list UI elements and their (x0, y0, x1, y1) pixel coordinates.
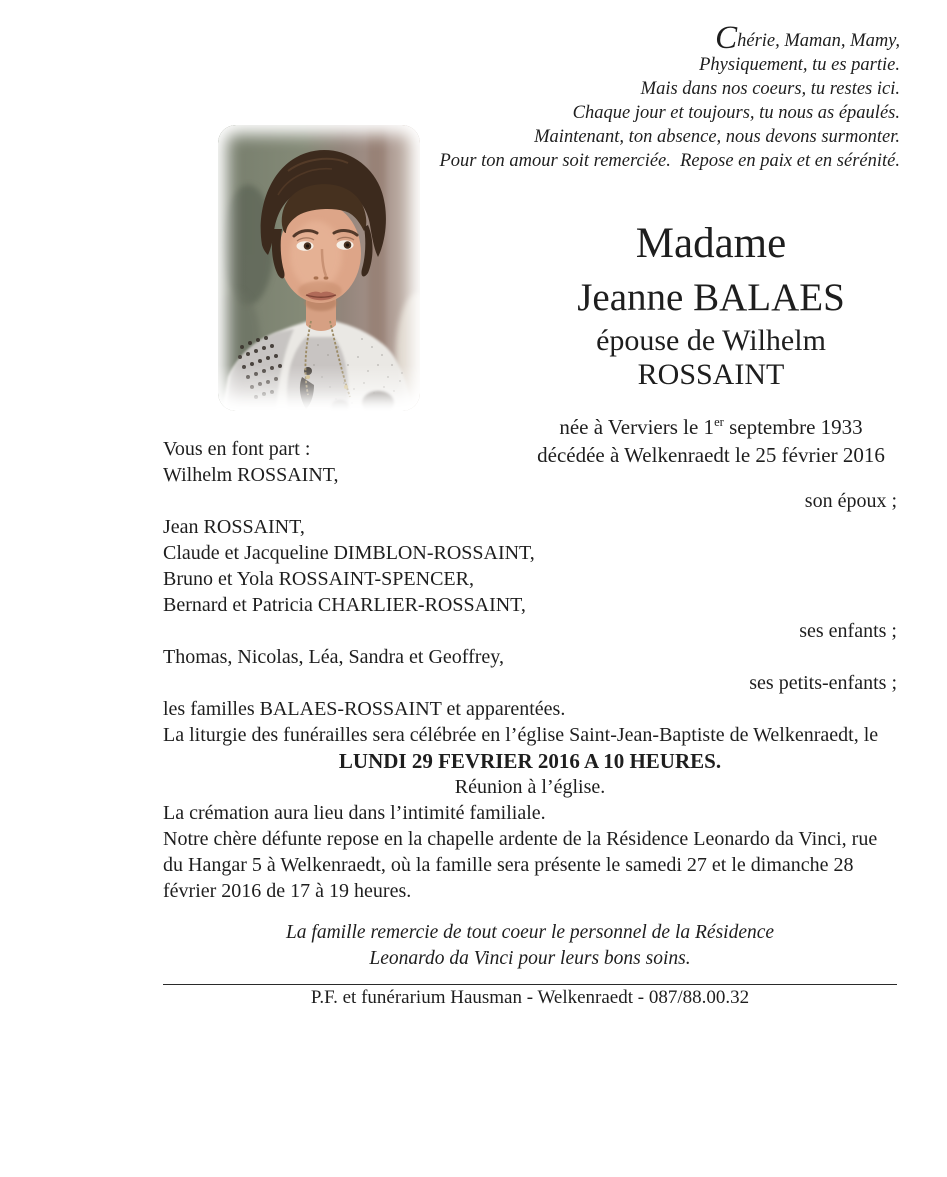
spouse-relation: son époux ; (804, 490, 897, 512)
family-thanks-line: La famille remercie de tout coeur le personnel de la Résidence (285, 922, 775, 943)
poem-line (440, 20, 901, 56)
family-thanks (163, 920, 897, 972)
opening-poem (439, 20, 901, 173)
child-name: Claude et Jacqueline DIMBLON-ROSSAINT, (163, 542, 535, 564)
family-thanks-line: Leonardo da Vinci pour leurs bons soins. (369, 948, 691, 969)
portrait-illustration (218, 125, 420, 411)
grandchildren-names: Thomas, Nicolas, Léa, Sandra et Geoffrey, (163, 646, 504, 668)
announcement-body (163, 436, 897, 1011)
child-name: Bernard et Patricia CHARLIER-ROSSAINT, (163, 594, 526, 616)
funeral-home-line: P.F. et funérarium Hausman - Welkenraedt - 087/88.00.32 (310, 987, 750, 1008)
ordinal-superscript: er (714, 415, 724, 429)
birth-line-text: septembre 1933 (723, 415, 863, 439)
child-name: Bruno et Yola ROSSAINT-SPENCER, (163, 568, 474, 590)
ceremony-date: LUNDI 29 FEVRIER 2016 A 10 HEURES. (338, 749, 722, 773)
liturgy-paragraph: La liturgie des funérailles sera célébrée en l’église Saint-Jean-Baptiste de Welkenraedt, le (163, 724, 879, 746)
poem-line: Mais dans nos coeurs, tu restes ici. (640, 79, 900, 99)
grandchildren-relation: ses petits-enfants ; (749, 672, 897, 694)
announcement-intro: Vous en font part : (163, 438, 311, 460)
families-line: les familles BALAES-ROSSAINT et apparentées. (163, 698, 566, 720)
poem-line-text: hérie, Maman, Mamy, (737, 31, 900, 51)
portrait-photo (218, 125, 420, 411)
poem-line: Pour ton amour soit remerciée. Repose en paix et en sérénité. (439, 151, 900, 171)
deceased-name-block (522, 220, 900, 469)
deceased-name: Jeanne BALAES (577, 276, 845, 319)
spouse-name: Wilhelm ROSSAINT, (163, 464, 339, 486)
poem-line: Physiquement, tu es partie. (699, 55, 900, 75)
birth-line-text: née à Verviers le 1 (559, 415, 715, 439)
deceased-title: Madame (635, 220, 787, 267)
death-line: décédée à Welkenraedt le 25 février 2016 (537, 443, 885, 467)
poem-line: Maintenant, ton absence, nous devons surmonter. (534, 127, 900, 147)
repose-paragraph: Notre chère défunte repose en la chapelle ardente de la Résidence Leonardo da Vinci, rue du Hangar 5 à Welkenraedt, où la famille sera présente le samedi 27 et le dimanche 28 février 2016 de 17 à 19 heures. (163, 828, 878, 902)
church-meeting: Réunion à l’église. (454, 776, 606, 798)
poem-line: Chaque jour et toujours, tu nous as épaulés. (572, 103, 900, 123)
child-name: Jean ROSSAINT, (163, 516, 305, 538)
children-relation: ses enfants ; (799, 620, 897, 642)
poem-dropcap: C (715, 20, 738, 56)
cremation-note: La crémation aura lieu dans l’intimité familiale. (163, 802, 546, 824)
spouse-of-line: épouse de Wilhelm ROSSAINT (596, 324, 826, 391)
